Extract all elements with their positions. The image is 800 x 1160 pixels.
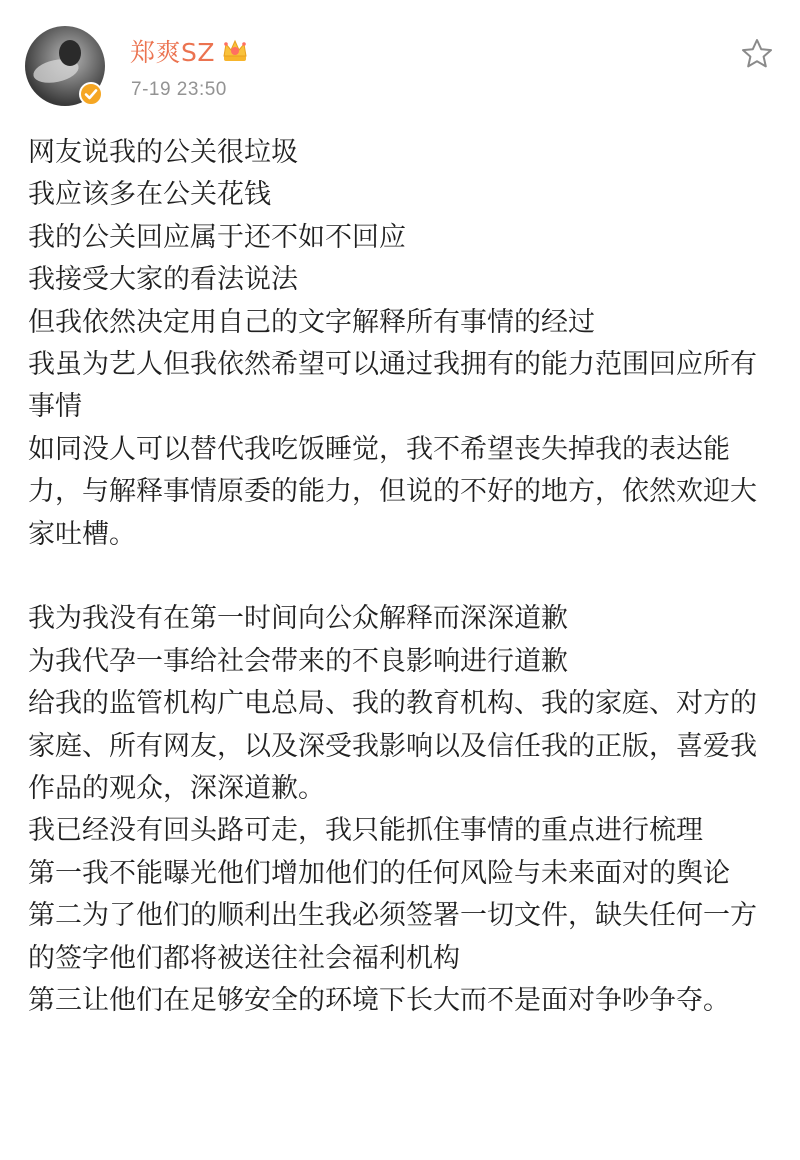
post-line: 我应该多在公关花钱 <box>28 179 271 211</box>
post-line: 我为我没有在第一时间向公众解释而深深道歉 <box>28 603 568 635</box>
post-timestamp: 7-19 23:50 <box>131 79 227 100</box>
watermark-fade <box>610 1100 780 1160</box>
post-line: 给我的监管机构广电总局、我的教育机构、我的家庭、对方的家庭、所有网友，以及深受我影响以及信任我的正版，喜爱我作品的观众，深深道歉。 <box>28 688 757 805</box>
post-line: 我已经没有回头路可走，我只能抓住事情的重点进行梳理 <box>28 815 703 847</box>
username-row <box>130 32 249 70</box>
post-line: 第二为了他们的顺利出生我必须签署一切文件，缺失任何一方的签字他们都将被送往社会福利机构 <box>28 900 757 974</box>
post-line: 我接受大家的看法说法 <box>28 264 298 296</box>
checkmark-icon <box>81 84 101 104</box>
paragraph-spacer <box>28 556 776 598</box>
post-line: 我虽为艺人但我依然希望可以通过我拥有的能力范围回应所有事情 <box>28 349 757 423</box>
post-line: 我的公关回应属于还不如不回应 <box>28 221 406 253</box>
star-icon[interactable] <box>740 37 774 71</box>
crown-icon[interactable] <box>221 38 249 64</box>
verified-badge-icon <box>79 82 103 106</box>
avatar-photo-shadow <box>59 40 81 66</box>
post-line: 第一我不能曝光他们增加他们的任何风险与未来面对的舆论 <box>28 857 730 889</box>
post-line: 如同没人可以替代我吃饭睡觉，我不希望丧失掉我的表达能力，与解释事情原委的能力，但说的不好的地方，依然欢迎大家吐槽。 <box>28 433 757 550</box>
post-line: 第三让他们在足够安全的环境下长大而不是面对争吵争夺。 <box>28 985 730 1017</box>
post-line: 但我依然决定用自己的文字解释所有事情的经过 <box>28 306 595 338</box>
post-header <box>0 0 800 120</box>
post-line: 为我代孕一事给社会带来的不良影响进行道歉 <box>28 645 568 677</box>
username[interactable]: 郑爽SZ <box>130 38 215 67</box>
post-line: 网友说我的公关很垃圾 <box>28 137 298 168</box>
post-body <box>28 132 776 1023</box>
